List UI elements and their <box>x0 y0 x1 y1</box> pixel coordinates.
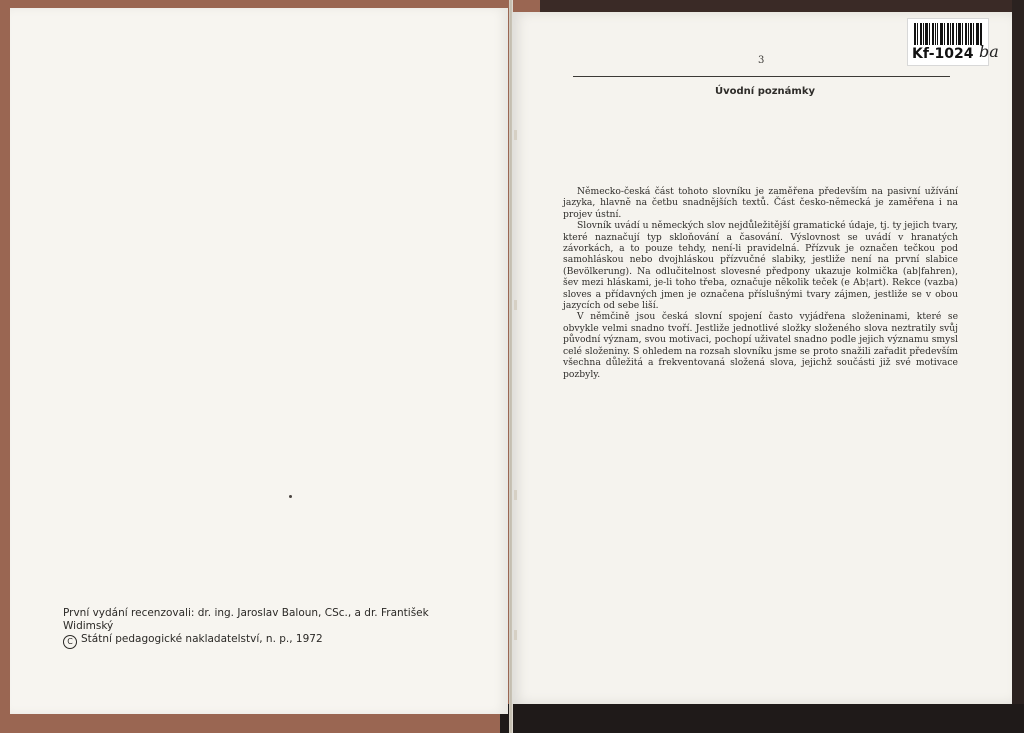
binding-stitch <box>514 630 517 640</box>
binding-stitch <box>514 300 517 310</box>
library-code: Kf-1024 <box>912 46 974 62</box>
page-number: 3 <box>758 55 765 66</box>
section-title: Úvodní poznámky <box>715 86 815 97</box>
imprint-publisher-text: Státní pedagogické nakladatelství, n. p., 1972 <box>81 633 323 645</box>
imprint-reviewers-line-2: Widimský <box>63 620 114 632</box>
body-text <box>563 186 958 380</box>
ink-speck <box>289 495 292 498</box>
paragraph: Slovník uvádí u německých slov nejdůležitější gramatické údaje, tj. ty jejich tvary, které naznačují typ skloňování a časování. Výslovnost se uvádí v hranatých závorkách, a to pouze tehdy, není-li pravidelná. Přízvuk je označen tečkou pod samohláskou nebo dvojhláskou přízvučné slabiky, jestliže není na první slabice (Bevölkerung). Na odlučitelnost slovesné předpony ukazuje kolmička (ab|fahren), šev mezi hláskami, je-li toho třeba, označuje několik teček (e Ab¦art). Rekce (vazba) sloves a přídavných jmen je označena příslušnými tvary zájmen, jestliže se v obou jazycích od sebe liší. <box>563 220 958 312</box>
scanner-edge <box>1012 0 1024 733</box>
imprint-reviewers-line: První vydání recenzovali: dr. ing. Jaroslav Baloun, CSc., a dr. František <box>63 607 429 619</box>
imprint-publisher-line <box>63 633 463 649</box>
barcode-icon <box>914 23 982 45</box>
imprint-block <box>63 607 463 649</box>
paragraph: Německo-česká část tohoto slovníku je zaměřena především na pasivní užívání jazyka, hlavně na četbu snadnějších textů. Část česko-německá je zaměřena i na projev ústní. <box>563 186 958 220</box>
scanner-shadow <box>500 704 1024 733</box>
copyright-icon: C <box>63 635 77 649</box>
binding-stitch <box>514 490 517 500</box>
library-barcode-label <box>907 18 989 66</box>
binding-stitch <box>514 130 517 140</box>
paragraph: V němčině jsou česká slovní spojení často vyjádřena složeninami, které se obvykle velmi snadno tvoří. Jestliže jednotlivé složky složeného slova neztratily svůj původní význam, svou motivaci, pochopí uživatel snadno podle jejich významu smysl celé složeniny. S ohledem na rozsah slovníku jsme se proto snažili zařadit především všechna důležitá a frekventovaná složená slova, jejichž součásti již své motivace pozbyly. <box>563 311 958 380</box>
left-page <box>10 8 508 714</box>
header-rule <box>573 76 950 77</box>
handwritten-mark: ba <box>979 42 999 61</box>
